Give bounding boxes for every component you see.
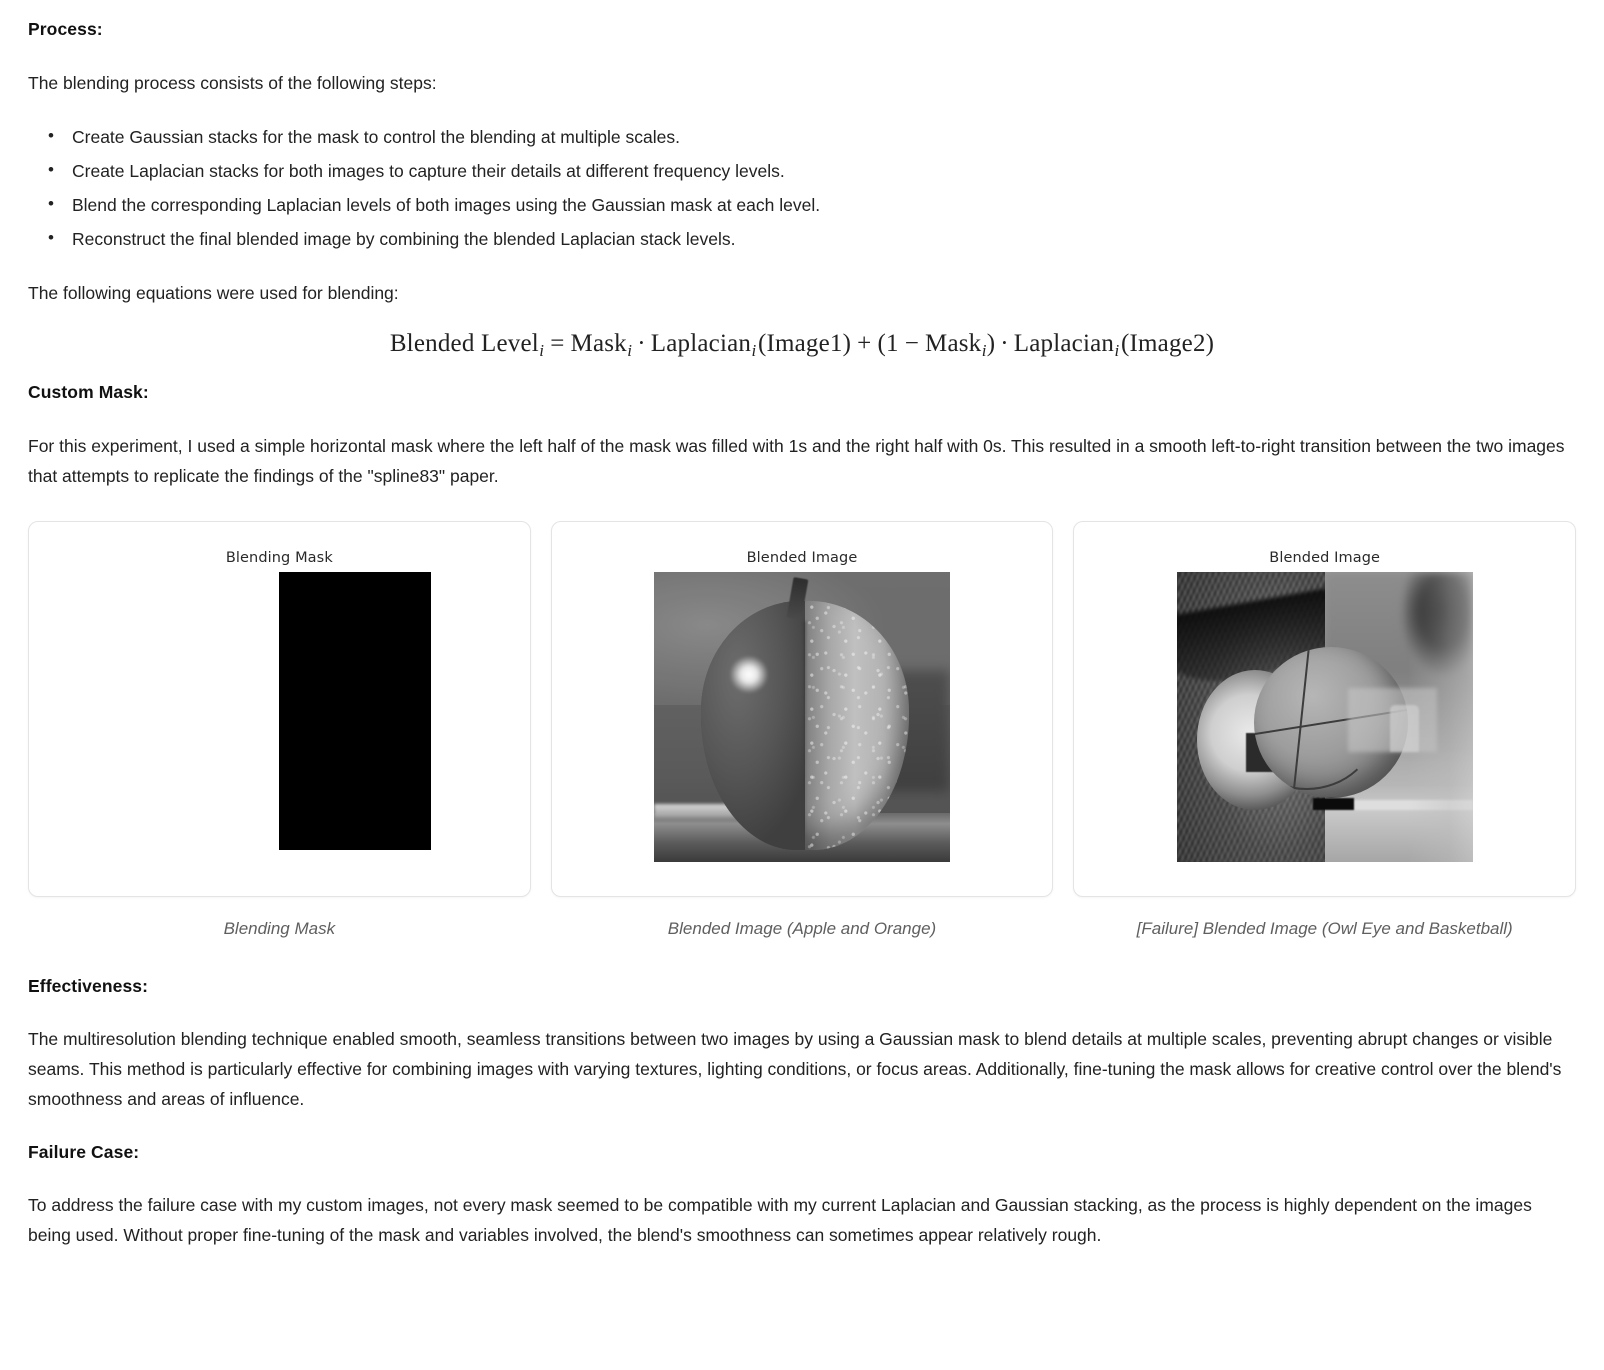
equation-mask-2-subscript: i (981, 341, 987, 361)
blending-mask-image (127, 572, 431, 850)
orange-half-texture (805, 601, 909, 850)
failure-case-paragraph: To address the failure case with my custom images, not every mask seemed to be compatible with my current Laplacian and Gaussian stacking, as the process is highly dependent on the images being used. Without proper fine-tuning of the mask and variables involved, the blend's smoothness can sometimes appear relatively rough. (28, 1195, 1532, 1246)
equation-minus: − (904, 330, 920, 358)
equation-laplacian-2: Laplacian (1013, 330, 1115, 358)
equation-arg-1: (Image1) (757, 330, 852, 358)
effectiveness-paragraph: The multiresolution blending technique enabled smooth, seamless transitions between two images by using a Gaussian mask to blend details at multiple scales, preventing abrupt changes or visible seams. This method is particularly effective for combining images with varying textures, lighting conditions, or focus areas. Additionally, fine-tuning the mask allows for creative control over the blend's smoothness and areas of influence. (28, 1029, 1562, 1110)
equation-mask-2: Mask (925, 330, 982, 358)
blended-image-owl-basketball (1177, 572, 1473, 862)
mask-left-half-white (127, 572, 279, 850)
list-item: • Create Gaussian stacks for the mask to control the blending at multiple scales. (72, 120, 1576, 154)
apple-half-shading (701, 601, 805, 850)
equation-laplacian-1-subscript: i (751, 341, 757, 361)
mask-right-half-black (279, 572, 431, 850)
figure-title: Blended Image (746, 549, 858, 566)
figure-caption: Blended Image (Apple and Orange) (667, 918, 937, 938)
blended-fruit-shape (701, 601, 908, 850)
list-item: • Blend the corresponding Laplacian levels of both images using the Gaussian mask at each level. (72, 188, 1576, 222)
figure-title: Blending Mask (225, 549, 333, 566)
equation-dot-2: · (1000, 330, 1009, 358)
equation-laplacian-2-subscript: i (1114, 341, 1120, 361)
equation-plus: + (857, 330, 872, 358)
blend-seam (804, 621, 806, 840)
list-item: • Reconstruct the final blended image by combining the blended Laplacian stack levels. (72, 222, 1576, 256)
process-intro-paragraph: The blending process consists of the following steps: (28, 72, 437, 93)
figure-card-blending-mask (28, 521, 531, 897)
equation-equals: = (550, 330, 565, 358)
figure-column-apple-orange (551, 521, 1054, 941)
equation-dot-1: · (637, 330, 646, 358)
custom-mask-heading: Custom Mask: (28, 382, 149, 403)
equation-close-paren: ) (986, 330, 996, 358)
effectiveness-heading: Effectiveness: (28, 975, 149, 996)
figure-caption: Blending Mask (223, 918, 336, 938)
equation-lhs: Blended Level (389, 330, 539, 358)
list-item: • Create Laplacian stacks for both images to capture their details at different frequency levels. (72, 154, 1576, 188)
equation-open-paren: (1 (877, 330, 899, 358)
figure-column-blending-mask (28, 521, 531, 941)
blending-equation-block (28, 326, 1576, 363)
equation-lhs-subscript: i (539, 341, 545, 361)
equation-laplacian-1: Laplacian (650, 330, 752, 358)
blending-equation (390, 330, 1214, 361)
figure-card-apple-orange (551, 521, 1054, 897)
process-steps-list (28, 120, 1576, 257)
equation-mask-1-subscript: i (627, 341, 633, 361)
figure-title: Blended Image (1269, 549, 1381, 566)
equation-intro-paragraph: The following equations were used for blending: (28, 283, 399, 304)
figure-caption: [Failure] Blended Image (Owl Eye and Basketball) (1136, 918, 1513, 938)
failure-case-heading: Failure Case: (28, 1141, 140, 1162)
figure-card-owl-basketball (1073, 521, 1576, 897)
equation-arg-2: (Image2) (1120, 330, 1215, 358)
custom-mask-paragraph: For this experiment, I used a simple horizontal mask where the left half of the mask was filled with 1s and the right half with 0s. This resulted in a smooth left-to-right transition between the two images that attempts to replicate the findings of the "spline83" paper. (28, 435, 1565, 486)
blend-seam-overlay (1177, 572, 1473, 862)
equation-mask-1: Mask (570, 330, 627, 358)
figure-column-owl-basketball (1073, 521, 1576, 941)
figures-row (28, 521, 1576, 941)
blended-image-apple-orange (654, 572, 950, 862)
apple-specular-highlight (730, 656, 767, 693)
process-heading: Process: (28, 19, 103, 39)
